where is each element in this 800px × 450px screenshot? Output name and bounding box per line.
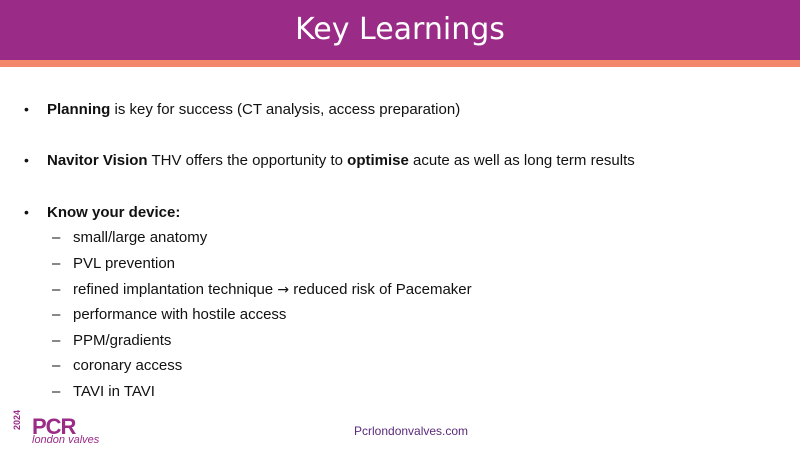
sub-item: small/large anatomy	[73, 229, 208, 246]
bullet-navitor: Navitor Vision THV offers the opportunity to optimise acute as well as long term results	[47, 152, 635, 169]
sub-item: PVL prevention	[73, 255, 176, 272]
bullet-know-device: Know your device:	[47, 204, 181, 221]
logo-brand: PCR	[32, 414, 76, 439]
dash-icon: –	[52, 332, 61, 349]
dash-icon: –	[52, 357, 61, 374]
sub-item: coronary access	[73, 357, 183, 374]
sub-item-implantation: refined implantation technique → reduced risk of Pacemaker	[73, 281, 472, 298]
logo-subtitle: london valves	[32, 434, 100, 446]
dash-icon: –	[52, 306, 61, 323]
dash-icon: –	[52, 229, 61, 246]
bullet-icon: •	[24, 204, 29, 220]
dash-icon: –	[52, 281, 61, 298]
sub-item: performance with hostile access	[73, 306, 287, 323]
dash-icon: –	[52, 255, 61, 272]
sub-item: PPM/gradients	[73, 332, 172, 349]
arrow-right-icon: →	[277, 282, 290, 298]
bullet-planning: Planning is key for success (CT analysis, access preparation)	[47, 101, 461, 118]
sub-item: TAVI in TAVI	[73, 383, 155, 400]
logo-year: 2024	[12, 409, 22, 430]
bullet-icon: •	[24, 101, 29, 117]
dash-icon: –	[52, 383, 61, 400]
footer-website: Pcrlondonvalves.com	[354, 424, 469, 438]
slide-title: Key Learnings	[295, 12, 505, 47]
bullet-icon: •	[24, 152, 29, 168]
